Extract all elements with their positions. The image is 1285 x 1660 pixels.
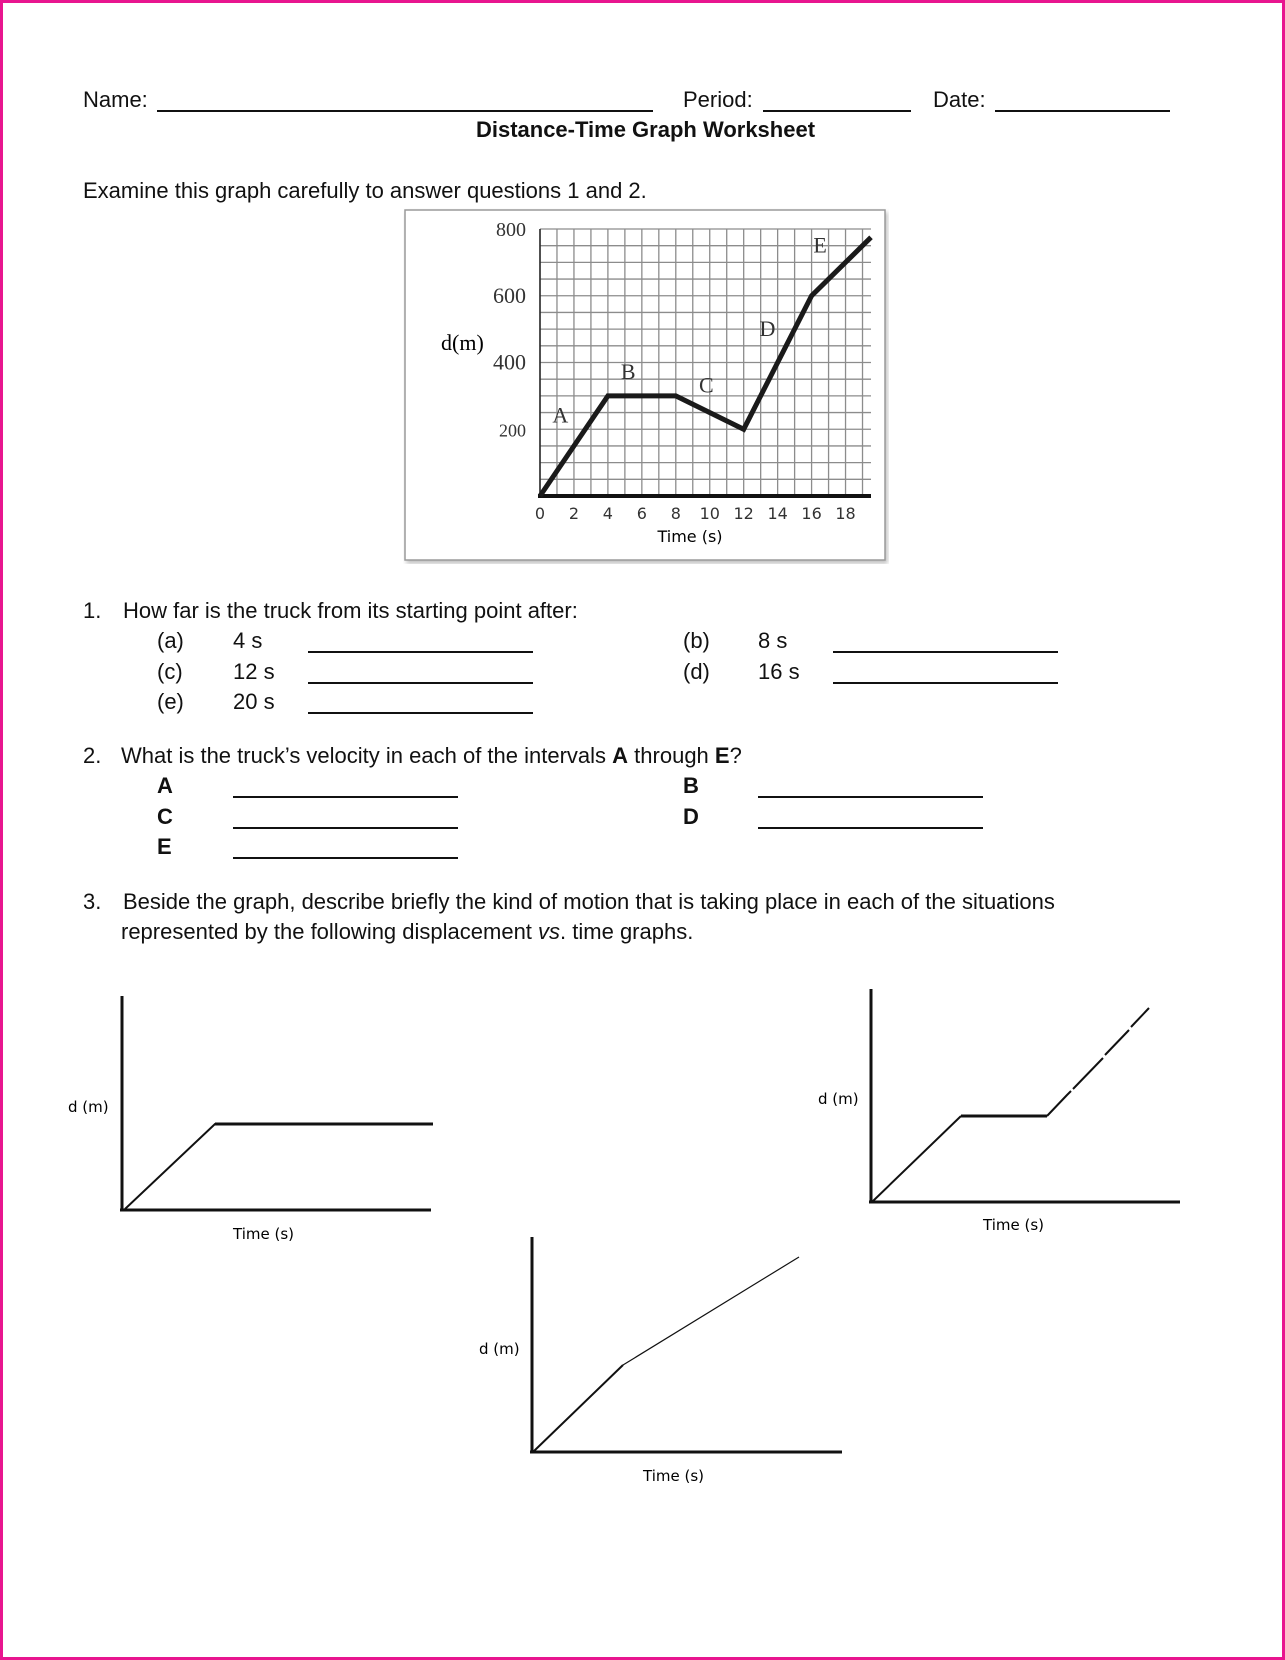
mini-graph-2 [803,983,1193,1243]
q1-item-e-value: 20 s [233,689,275,714]
date-label: Date: [933,87,986,112]
q2-item-e-label: E [157,834,172,859]
x-tick-14: 14 [767,504,788,523]
q2-text-before: What is the truck’s velocity in each of the intervals [121,743,607,768]
y-tick-800: 800 [496,219,526,241]
q1-item-b-blank[interactable] [833,651,1058,653]
period-label: Period: [683,87,753,112]
q2-item-d-blank[interactable] [758,827,983,829]
q2-item-a-label: A [157,773,173,798]
name-blank[interactable] [157,110,653,112]
mini-graph-3-steep-segment [534,1365,623,1451]
mini-graph-1-line [125,1124,433,1209]
q2-text-mid: through [634,743,709,768]
mini-graph-2-rise-2d [1131,1008,1149,1027]
name-label: Name: [83,87,148,112]
distance-time-chart [403,208,889,564]
q1-item-b-letter: (b) [683,628,710,653]
y-tick-200: 200 [499,420,526,441]
mini-graph-2-rise-2b [1073,1058,1103,1089]
segment-label-C: C [699,372,714,398]
x-tick-10: 10 [699,504,720,523]
mini-graph-1 [53,988,443,1248]
x-tick-18: 18 [835,504,856,523]
mini-graph-1-ylabel: d (m) [68,1098,109,1116]
intro-text: Examine this graph carefully to answer questions 1 and 2. [83,178,647,203]
q1-item-c-blank[interactable] [308,682,533,684]
mini-graph-3-xlabel: Time (s) [643,1467,704,1485]
segment-label-D: D [759,315,776,341]
y-tick-400: 400 [493,349,526,375]
period-blank[interactable] [763,110,911,112]
mini-graph-2-xlabel: Time (s) [983,1216,1044,1234]
q2-item-a-blank[interactable] [233,796,458,798]
q1-item-e-blank[interactable] [308,712,533,714]
mini-graph-1-xlabel: Time (s) [233,1225,294,1243]
x-tick-6: 6 [636,504,647,523]
q1-item-e-letter: (e) [157,689,184,714]
q2-item-e-blank[interactable] [233,857,458,859]
q2-item-d-label: D [683,804,699,829]
x-tick-4: 4 [602,504,613,523]
q2-item-c-label: C [157,804,173,829]
mini-graph-3-ylabel: d (m) [479,1340,520,1358]
q3-line2 [121,921,693,943]
q2-number: 2. [83,743,102,768]
x-tick-16: 16 [801,504,822,523]
x-tick-2: 2 [568,504,580,523]
q2-text [121,745,742,767]
x-axis-label: Time (s) [657,527,723,546]
x-tick-12: 12 [733,504,754,523]
q3-line2-before: represented by the following displacement [121,919,532,944]
q1-item-a-value: 4 s [233,628,263,653]
q3-number: 3. [83,889,102,914]
mini-graph-3 [463,1228,853,1498]
q2-item-c-blank[interactable] [233,827,458,829]
date-blank[interactable] [995,110,1170,112]
mini-graph-2-rise-2c [1105,1030,1129,1055]
y-axis-label: d(m) [441,330,484,355]
mini-graph-2-rise-1 [873,1116,961,1201]
q2-bold-e: E [714,743,730,768]
q1-item-c-value: 12 s [233,659,275,684]
q1-item-d-letter: (d) [683,659,710,684]
q1-item-b-value: 8 s [758,628,788,653]
segment-label-E: E [813,232,827,258]
mini-graph-2-ylabel: d (m) [818,1090,859,1108]
worksheet-title: Distance-Time Graph Worksheet [475,117,816,142]
y-tick-600: 600 [493,282,526,308]
q2-bold-a: A [612,743,629,768]
q3-line2-italic: vs [538,919,561,944]
x-tick-8: 8 [670,504,681,523]
q2-item-b-label: B [683,773,699,798]
segment-label-A: A [552,402,569,428]
q3-line1: Beside the graph, describe briefly the kind of motion that is taking place in each of the situations [123,889,1055,914]
q1-item-a-letter: (a) [157,628,184,653]
q1-item-d-blank[interactable] [833,682,1058,684]
q1-text: How far is the truck from its starting point after: [123,598,578,623]
q1-item-a-blank[interactable] [308,651,533,653]
segment-label-B: B [620,359,636,385]
q3-line2-after: . time graphs. [560,919,694,944]
mini-graph-3-shallow-segment [623,1257,799,1365]
q2-item-b-blank[interactable] [758,796,983,798]
mini-graph-2-rise-2a [1047,1091,1071,1116]
q2-text-after: ? [729,743,742,768]
q1-item-c-letter: (c) [157,659,183,684]
q1-number: 1. [83,598,102,623]
q1-item-d-value: 16 s [758,659,800,684]
x-tick-0: 0 [534,504,546,523]
